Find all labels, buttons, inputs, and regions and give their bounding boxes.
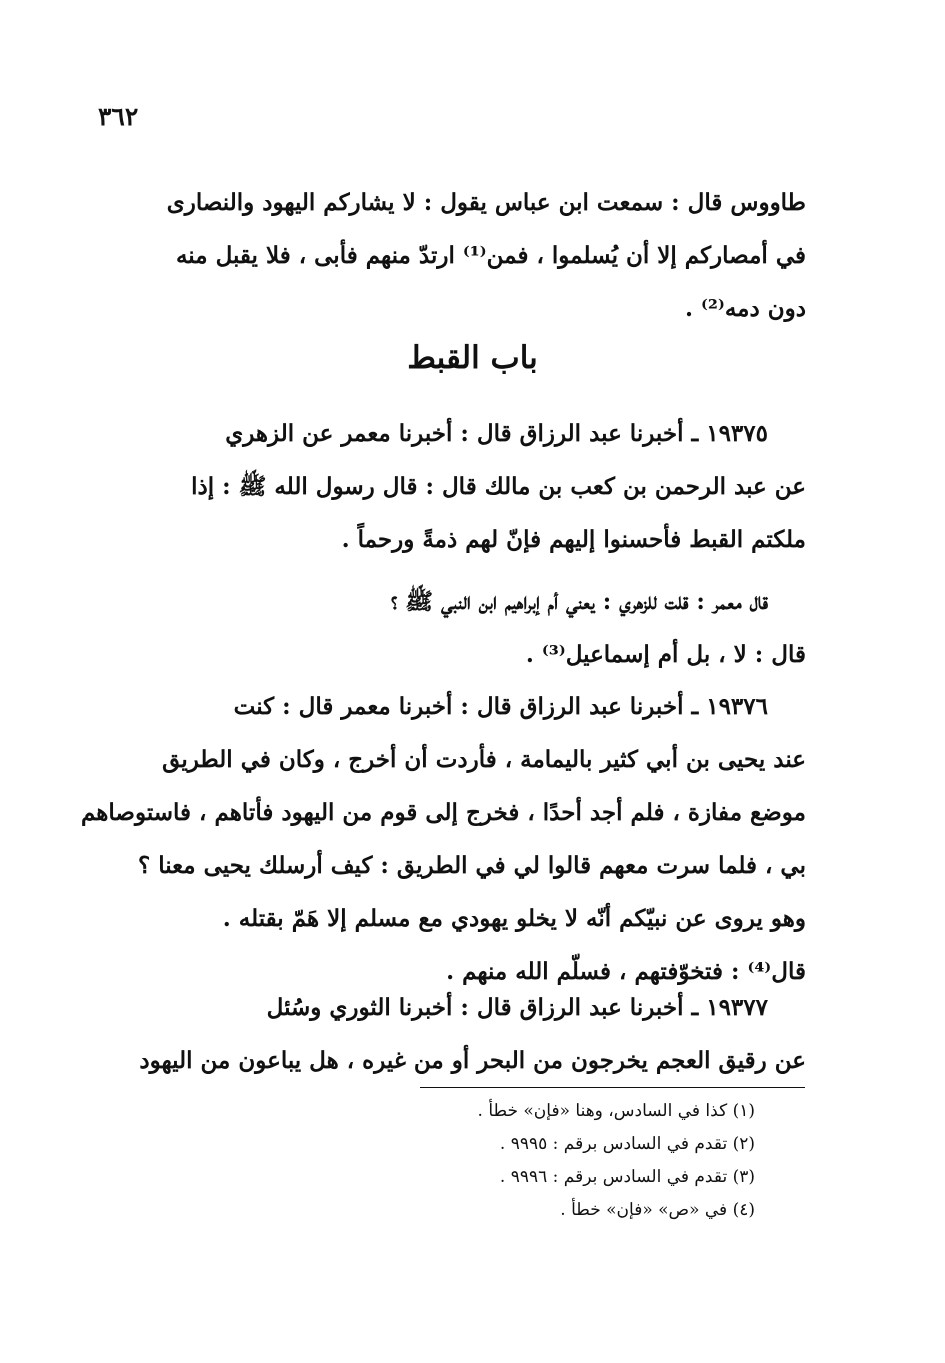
text-line: عند يحيى بن أبي كثير باليمامة ، فأردت أن أخرج ، وكان في الطريق xyxy=(162,746,806,773)
text-line: قال : لا ، بل أم إسماعيل⁽³⁾ . xyxy=(525,641,806,668)
text-line: عن عبد الرحمن بن كعب بن مالك قال : قال رسول الله ﷺ : إذا xyxy=(191,473,806,500)
text-line: ملكتم القبط فأحسنوا إليهم فإنّ لهم ذمةً ورحماً . xyxy=(341,526,806,553)
intro-paragraph xyxy=(118,176,806,335)
text-line: ١٩٣٧٧ ـ أخبرنا عبد الرزاق قال : أخبرنا الثوري وسُئل xyxy=(266,994,768,1021)
hadith-paragraph-19375 xyxy=(118,407,806,566)
text-line: طاووس قال : سمعت ابن عباس يقول : لا يشاركم اليهود والنصارى xyxy=(166,189,806,216)
text-line: ١٩٣٧٥ ـ أخبرنا عبد الرزاق قال : أخبرنا معمر عن الزهري xyxy=(225,420,768,447)
text-line: موضع مفازة ، فلم أجد أحدًا ، فخرج إلى قوم من اليهود فأتاهم ، فاستوصاهم xyxy=(80,799,806,826)
footnote-item: (٤) في «ص» «فإن» خطأ . xyxy=(560,1200,755,1220)
text-line: في أمصاركم إلا أن يُسلموا ، فمن⁽¹⁾ ارتدّ منهم فأبى ، فلا يقبل منه xyxy=(175,242,806,269)
footnote-item: (٢) تقدم في السادس برقم : ٩٩٩٥ . xyxy=(499,1134,755,1154)
section-title: باب القبط xyxy=(407,340,538,376)
text-line: وهو يروى عن نبيّكم أنّه لا يخلو يهودي مع مسلم إلا هَمّ بقتله . xyxy=(222,905,806,932)
text-line: بي ، فلما سرت معهم قالوا لي في الطريق : كيف أرسلك يحيى معنا ؟ xyxy=(138,852,806,879)
text-line: ١٩٣٧٦ ـ أخبرنا عبد الرزاق قال : أخبرنا معمر قال : كنت xyxy=(233,693,768,720)
footnotes xyxy=(305,1095,755,1227)
mamar-note-paragraph xyxy=(118,575,806,681)
footnote-item: (٣) تقدم في السادس برقم : ٩٩٩٦ . xyxy=(499,1167,755,1187)
text-line: قال معمر : قلت للزهري : يعني أم إبراهيم ابن النبي ﷺ ؟ xyxy=(390,588,768,615)
text-line: عن رقيق العجم يخرجون من البحر أو من غيره ، هل يباعون من اليهود xyxy=(139,1047,806,1074)
hadith-paragraph-19377 xyxy=(118,981,806,1087)
text-line: قال⁽⁴⁾ : فتخوّفتهم ، فسلّم الله منهم . xyxy=(446,958,806,985)
footnote-divider xyxy=(420,1087,805,1088)
page-number: ٣٦٢ xyxy=(98,102,139,131)
text-line: دون دمه⁽²⁾ . xyxy=(685,295,806,322)
footnote-item: (١) كذا في السادس، وهنا «فإن» خطأ . xyxy=(477,1101,755,1121)
hadith-paragraph-19376 xyxy=(80,680,806,998)
